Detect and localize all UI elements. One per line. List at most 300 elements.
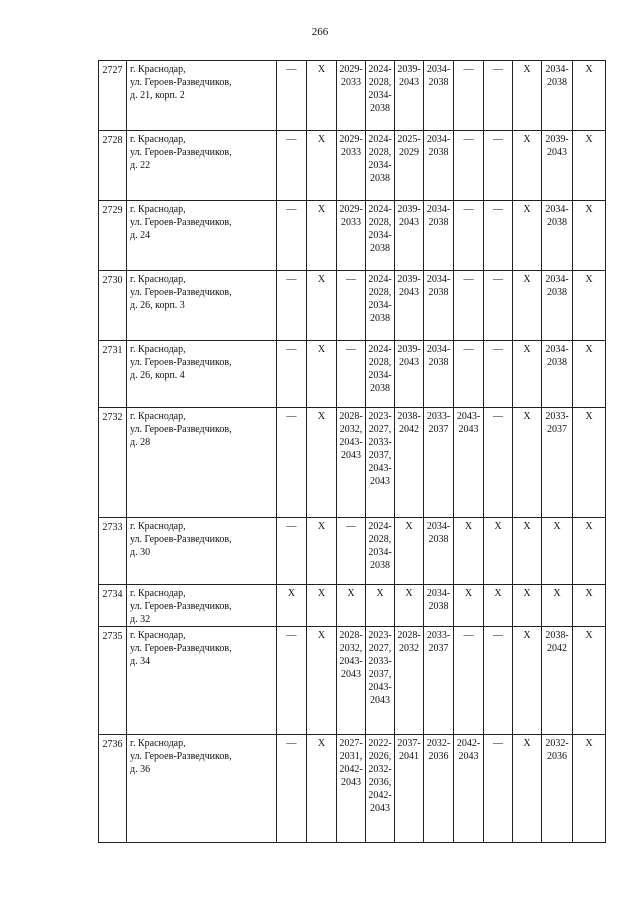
period-cell xyxy=(277,271,307,341)
period-cell xyxy=(395,341,424,408)
cell-line: 2042 xyxy=(547,643,567,654)
cell-line: 2036, xyxy=(368,777,392,788)
cell-line: 2038 xyxy=(370,173,390,184)
period-cell xyxy=(277,627,307,735)
address-line: д. 36 xyxy=(130,764,151,775)
period-cell xyxy=(513,585,542,627)
cell-line: X xyxy=(317,134,326,145)
cell-line: X xyxy=(585,738,593,749)
cell-line: 2034- xyxy=(426,204,451,215)
period-cell xyxy=(277,408,307,518)
period-cell xyxy=(542,271,573,341)
cell-line: — xyxy=(463,274,474,285)
cell-line: X xyxy=(553,588,561,599)
row-number: 2731 xyxy=(99,341,127,408)
period-cell xyxy=(307,585,337,627)
period-cell xyxy=(337,271,366,341)
period-cell xyxy=(542,627,573,735)
cell-line: — xyxy=(493,134,503,145)
cell-line: 2034- xyxy=(368,547,392,558)
cell-line: 2043 xyxy=(370,695,390,706)
cell-line: X xyxy=(585,64,593,75)
cell-line: 2029- xyxy=(339,204,363,215)
period-cell xyxy=(484,585,513,627)
cell-line: 2034- xyxy=(426,521,451,532)
cell-line: 2043 xyxy=(458,424,479,435)
address-cell xyxy=(127,585,277,627)
period-cell xyxy=(484,408,513,518)
period-cell xyxy=(337,518,366,585)
cell-line: 2043- xyxy=(339,656,363,667)
period-cell xyxy=(573,518,606,585)
cell-line: 2038 xyxy=(547,217,567,228)
cell-line: 2034- xyxy=(545,344,569,355)
cell-line: 2028, xyxy=(368,147,392,158)
period-cell xyxy=(542,341,573,408)
cell-line: 2038 xyxy=(370,383,390,394)
cell-line: 2038 xyxy=(547,357,567,368)
period-cell xyxy=(277,518,307,585)
cell-line: 2028- xyxy=(339,630,363,641)
cell-line: 2032- xyxy=(368,764,392,775)
cell-line: X xyxy=(347,588,355,599)
cell-line: 2038 xyxy=(428,77,449,88)
cell-line: 2043- xyxy=(368,463,392,474)
cell-line: X xyxy=(523,274,531,285)
cell-line: 2043- xyxy=(456,411,481,422)
address-line: г. Краснодар, xyxy=(130,521,186,532)
period-cell xyxy=(573,201,606,271)
address-line: ул. Героев-Разведчиков, xyxy=(130,424,232,435)
address-cell xyxy=(127,61,277,131)
row-number: 2736 xyxy=(99,735,127,843)
table-row xyxy=(99,271,606,341)
period-cell xyxy=(424,131,454,201)
period-cell xyxy=(277,61,307,131)
cell-line: 2038 xyxy=(428,287,449,298)
cell-line: — xyxy=(493,274,503,285)
period-cell xyxy=(424,201,454,271)
cell-line: 2024- xyxy=(368,274,392,285)
page-number: 266 xyxy=(311,26,329,38)
period-cell xyxy=(337,585,366,627)
cell-line: — xyxy=(286,134,297,145)
period-cell xyxy=(542,408,573,518)
cell-line: — xyxy=(286,64,297,75)
period-cell xyxy=(424,518,454,585)
address-cell xyxy=(127,735,277,843)
period-cell xyxy=(307,518,337,585)
cell-line: X xyxy=(317,411,326,422)
period-cell xyxy=(307,61,337,131)
period-cell xyxy=(454,585,484,627)
cell-line: 2034- xyxy=(426,64,451,75)
period-cell xyxy=(484,271,513,341)
cell-line: 2043 xyxy=(399,357,419,368)
cell-line: 2037 xyxy=(547,424,567,435)
cell-line: 2037, xyxy=(368,450,392,461)
row-number: 2730 xyxy=(99,271,127,341)
cell-line: X xyxy=(405,521,413,532)
cell-line: — xyxy=(493,411,503,422)
period-cell xyxy=(337,627,366,735)
cell-line: — xyxy=(286,630,297,641)
cell-line: 2032 xyxy=(399,643,419,654)
cell-line: X xyxy=(317,588,326,599)
period-cell xyxy=(513,271,542,341)
cell-line: — xyxy=(463,630,474,641)
cell-line: 2038 xyxy=(428,217,449,228)
cell-line: 2034- xyxy=(368,300,392,311)
cell-line: — xyxy=(346,344,356,355)
period-cell xyxy=(513,61,542,131)
period-cell xyxy=(424,61,454,131)
address-cell xyxy=(127,518,277,585)
period-cell xyxy=(542,518,573,585)
table-row xyxy=(99,585,606,627)
cell-line: 2038- xyxy=(397,411,421,422)
period-cell xyxy=(337,341,366,408)
cell-line: — xyxy=(286,738,297,749)
period-cell xyxy=(366,131,395,201)
period-cell xyxy=(366,201,395,271)
cell-line: X xyxy=(464,588,473,599)
period-cell xyxy=(277,341,307,408)
period-cell xyxy=(337,735,366,843)
period-cell xyxy=(454,271,484,341)
period-cell xyxy=(366,585,395,627)
address-line: ул. Героев-Разведчиков, xyxy=(130,287,232,298)
cell-line: 2034- xyxy=(545,64,569,75)
address-cell xyxy=(127,408,277,518)
cell-line: 2043 xyxy=(370,476,390,487)
period-cell xyxy=(424,585,454,627)
period-cell xyxy=(395,201,424,271)
cell-line: 2024- xyxy=(368,134,392,145)
period-cell xyxy=(307,341,337,408)
cell-line: 2036 xyxy=(428,751,449,762)
table-row xyxy=(99,735,606,843)
cell-line: 2029- xyxy=(339,134,363,145)
cell-line: 2038 xyxy=(370,243,390,254)
address-line: д. 30 xyxy=(130,547,151,558)
period-cell xyxy=(573,585,606,627)
row-number: 2729 xyxy=(99,201,127,271)
period-cell xyxy=(573,408,606,518)
period-cell xyxy=(513,735,542,843)
period-cell xyxy=(513,518,542,585)
period-cell xyxy=(513,341,542,408)
repair-schedule-table xyxy=(98,60,606,843)
cell-line: X xyxy=(585,521,593,532)
period-cell xyxy=(484,131,513,201)
cell-line: 2042- xyxy=(368,790,392,801)
period-cell xyxy=(366,408,395,518)
period-cell xyxy=(366,271,395,341)
period-cell xyxy=(484,518,513,585)
cell-line: X xyxy=(317,630,326,641)
table-row xyxy=(99,201,606,271)
period-cell xyxy=(307,735,337,843)
cell-line: X xyxy=(317,738,326,749)
cell-line: X xyxy=(523,134,531,145)
address-line: г. Краснодар, xyxy=(130,411,186,422)
cell-line: X xyxy=(585,274,593,285)
cell-line: 2038- xyxy=(545,630,569,641)
period-cell xyxy=(513,408,542,518)
cell-line: 2033 xyxy=(341,217,361,228)
cell-line: 2033- xyxy=(545,411,569,422)
cell-line: X xyxy=(523,344,531,355)
cell-line: 2034- xyxy=(426,588,451,599)
cell-line: 2024- xyxy=(368,64,392,75)
cell-line: 2032- xyxy=(545,738,569,749)
cell-line: 2023- xyxy=(368,630,392,641)
period-cell xyxy=(454,408,484,518)
period-cell xyxy=(454,201,484,271)
cell-line: 2043 xyxy=(399,287,419,298)
cell-line: 2028, xyxy=(368,287,392,298)
address-line: д. 34 xyxy=(130,656,151,667)
period-cell xyxy=(573,627,606,735)
cell-line: X xyxy=(523,738,531,749)
period-cell xyxy=(513,131,542,201)
cell-line: X xyxy=(317,64,326,75)
cell-line: 2038 xyxy=(370,313,390,324)
cell-line: 2043 xyxy=(547,147,567,158)
period-cell xyxy=(277,585,307,627)
period-cell xyxy=(542,201,573,271)
cell-line: X xyxy=(494,588,502,599)
cell-line: X xyxy=(317,344,326,355)
cell-line: 2028, xyxy=(368,534,392,545)
cell-line: 2034- xyxy=(545,274,569,285)
address-line: д. 26, корп. 3 xyxy=(130,300,185,311)
cell-line: 2043 xyxy=(399,217,419,228)
cell-line: 2034- xyxy=(426,274,451,285)
cell-line: 2038 xyxy=(428,534,449,545)
address-line: д. 26, корп. 4 xyxy=(130,370,185,381)
cell-line: 2031, xyxy=(339,751,363,762)
cell-line: 2029- xyxy=(339,64,363,75)
cell-line: X xyxy=(523,630,531,641)
cell-line: X xyxy=(585,344,593,355)
address-line: г. Краснодар, xyxy=(130,274,186,285)
cell-line: 2038 xyxy=(547,77,567,88)
cell-line: 2033- xyxy=(426,411,451,422)
period-cell xyxy=(337,131,366,201)
address-line: г. Краснодар, xyxy=(130,64,186,75)
period-cell xyxy=(366,518,395,585)
cell-line: 2043- xyxy=(368,682,392,693)
cell-line: 2043- xyxy=(339,437,363,448)
cell-line: X xyxy=(317,204,326,215)
cell-line: 2027, xyxy=(368,424,392,435)
cell-line: 2037- xyxy=(397,738,421,749)
address-line: ул. Героев-Разведчиков, xyxy=(130,77,232,88)
cell-line: 2027- xyxy=(339,738,363,749)
cell-line: 2043 xyxy=(458,751,479,762)
address-line: ул. Героев-Разведчиков, xyxy=(130,147,232,158)
cell-line: 2041 xyxy=(399,751,419,762)
cell-line: 2037, xyxy=(368,669,392,680)
cell-line: — xyxy=(286,411,297,422)
period-cell xyxy=(395,585,424,627)
address-cell xyxy=(127,627,277,735)
cell-line: X xyxy=(317,521,326,532)
period-cell xyxy=(337,408,366,518)
cell-line: — xyxy=(346,274,356,285)
cell-line: 2039- xyxy=(397,344,421,355)
cell-line: 2039- xyxy=(397,204,421,215)
cell-line: 2027, xyxy=(368,643,392,654)
period-cell xyxy=(513,627,542,735)
period-cell xyxy=(484,61,513,131)
address-line: ул. Героев-Разведчиков, xyxy=(130,357,232,368)
period-cell xyxy=(484,627,513,735)
cell-line: — xyxy=(493,344,503,355)
cell-line: 2028- xyxy=(397,630,421,641)
cell-line: 2029 xyxy=(399,147,419,158)
period-cell xyxy=(424,735,454,843)
cell-line: 2034- xyxy=(545,204,569,215)
cell-line: 2034- xyxy=(368,370,392,381)
cell-line: 2042 xyxy=(399,424,419,435)
period-cell xyxy=(424,341,454,408)
period-cell xyxy=(484,341,513,408)
cell-line: X xyxy=(585,630,593,641)
table-row xyxy=(99,627,606,735)
address-line: д. 21, корп. 2 xyxy=(130,90,185,101)
cell-line: X xyxy=(523,204,531,215)
cell-line: X xyxy=(523,588,531,599)
cell-line: — xyxy=(286,204,297,215)
period-cell xyxy=(395,61,424,131)
cell-line: 2028, xyxy=(368,357,392,368)
period-cell xyxy=(395,131,424,201)
cell-line: 2022- xyxy=(368,738,392,749)
cell-line: X xyxy=(317,274,326,285)
cell-line: — xyxy=(463,64,474,75)
cell-line: 2043 xyxy=(341,777,361,788)
cell-line: X xyxy=(553,521,561,532)
address-line: г. Краснодар, xyxy=(130,738,186,749)
cell-line: 2043 xyxy=(341,450,361,461)
row-number: 2733 xyxy=(99,518,127,585)
period-cell xyxy=(542,585,573,627)
address-cell xyxy=(127,271,277,341)
period-cell xyxy=(484,735,513,843)
address-line: г. Краснодар, xyxy=(130,204,186,215)
period-cell xyxy=(366,735,395,843)
cell-line: X xyxy=(585,588,593,599)
cell-line: 2033 xyxy=(341,147,361,158)
period-cell xyxy=(366,341,395,408)
period-cell xyxy=(542,131,573,201)
cell-line: — xyxy=(286,521,297,532)
cell-line: X xyxy=(287,588,296,599)
period-cell xyxy=(337,61,366,131)
cell-line: — xyxy=(493,64,503,75)
period-cell xyxy=(454,627,484,735)
cell-line: 2039- xyxy=(397,274,421,285)
table-body xyxy=(99,61,606,843)
period-cell xyxy=(307,201,337,271)
cell-line: — xyxy=(286,344,297,355)
row-number: 2732 xyxy=(99,408,127,518)
period-cell xyxy=(277,201,307,271)
cell-line: 2037 xyxy=(428,424,449,435)
period-cell xyxy=(424,271,454,341)
cell-line: X xyxy=(523,64,531,75)
period-cell xyxy=(573,131,606,201)
cell-line: 2023- xyxy=(368,411,392,422)
cell-line: 2042- xyxy=(339,764,363,775)
period-cell xyxy=(513,201,542,271)
period-cell xyxy=(573,341,606,408)
cell-line: 2043 xyxy=(341,669,361,680)
period-cell xyxy=(366,627,395,735)
cell-line: 2038 xyxy=(547,287,567,298)
cell-line: 2043 xyxy=(370,803,390,814)
period-cell xyxy=(395,735,424,843)
address-line: г. Краснодар, xyxy=(130,630,186,641)
cell-line: 2043 xyxy=(399,77,419,88)
period-cell xyxy=(307,627,337,735)
period-cell xyxy=(424,627,454,735)
cell-line: X xyxy=(494,521,502,532)
period-cell xyxy=(277,131,307,201)
period-cell xyxy=(454,131,484,201)
cell-line: X xyxy=(585,204,593,215)
cell-line: 2024- xyxy=(368,204,392,215)
address-line: д. 28 xyxy=(130,437,151,448)
cell-line: 2036 xyxy=(547,751,567,762)
cell-line: 2033- xyxy=(368,656,392,667)
row-number: 2727 xyxy=(99,61,127,131)
period-cell xyxy=(424,408,454,518)
address-line: д. 32 xyxy=(130,614,151,625)
period-cell xyxy=(542,735,573,843)
period-cell xyxy=(573,271,606,341)
cell-line: 2038 xyxy=(370,560,390,571)
cell-line: X xyxy=(585,411,593,422)
cell-line: — xyxy=(493,738,503,749)
cell-line: — xyxy=(493,204,503,215)
period-cell xyxy=(307,131,337,201)
address-cell xyxy=(127,131,277,201)
address-line: г. Краснодар, xyxy=(130,344,186,355)
period-cell xyxy=(454,341,484,408)
period-cell xyxy=(395,627,424,735)
table-row xyxy=(99,518,606,585)
row-number: 2728 xyxy=(99,131,127,201)
cell-line: 2042- xyxy=(456,738,481,749)
cell-line: 2038 xyxy=(428,357,449,368)
cell-line: 2024- xyxy=(368,521,392,532)
address-line: ул. Героев-Разведчиков, xyxy=(130,751,232,762)
address-line: д. 24 xyxy=(130,230,151,241)
cell-line: 2034- xyxy=(426,134,451,145)
cell-line: 2025- xyxy=(397,134,421,145)
address-line: ул. Героев-Разведчиков, xyxy=(130,643,232,654)
cell-line: X xyxy=(585,134,593,145)
cell-line: — xyxy=(286,274,297,285)
table-row xyxy=(99,131,606,201)
cell-line: 2028, xyxy=(368,217,392,228)
period-cell xyxy=(573,735,606,843)
cell-line: X xyxy=(523,411,531,422)
